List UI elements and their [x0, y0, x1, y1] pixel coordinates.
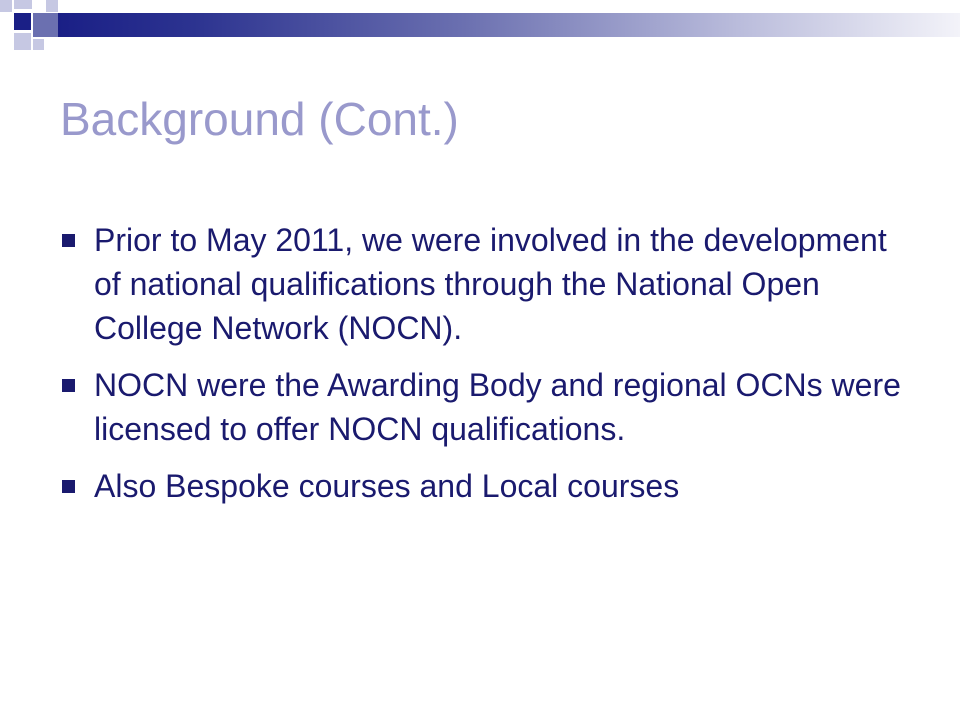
decorative-square [46, 0, 58, 12]
bullet-item [62, 363, 912, 451]
bullet-item [62, 464, 912, 508]
decorative-square [14, 33, 31, 50]
decorative-square [33, 13, 58, 37]
bullet-text: Prior to May 2011, we were involved in the development of national qualifications through the National Open College Network (NOCN). [94, 222, 887, 346]
bullet-list [62, 218, 912, 521]
slide-title: Background (Cont.) [60, 93, 459, 145]
decorative-square [0, 0, 12, 12]
bullet-text: NOCN were the Awarding Body and regional OCNs were licensed to offer NOCN qualifications. [94, 367, 901, 447]
square-bullet-icon [62, 480, 75, 493]
square-bullet-icon [62, 379, 75, 392]
bullet-text: Also Bespoke courses and Local courses [94, 468, 680, 504]
decorative-square [33, 39, 44, 50]
bullet-item [62, 218, 912, 350]
decorative-square [14, 13, 31, 30]
decorative-square [14, 0, 32, 9]
header-gradient-bar [58, 13, 960, 37]
square-bullet-icon [62, 234, 75, 247]
